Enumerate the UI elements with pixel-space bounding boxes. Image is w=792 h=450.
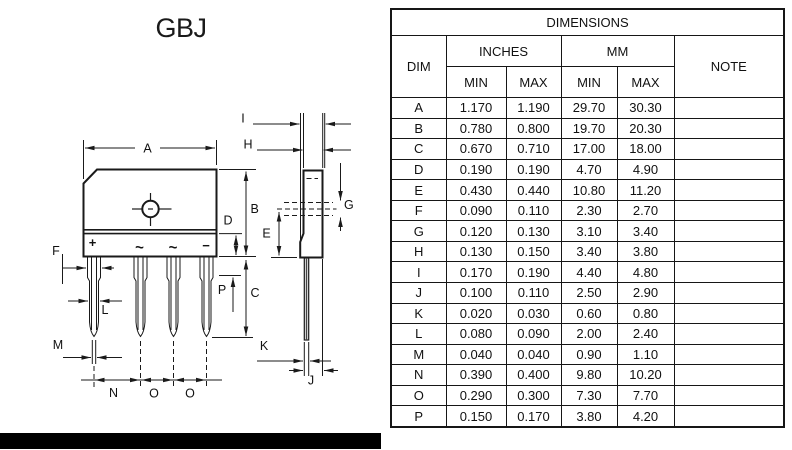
dim-label-A: A <box>143 141 152 156</box>
terminal-ac2-mark: ~ <box>168 239 178 257</box>
pin-2 <box>134 257 147 337</box>
dim-H <box>243 138 351 152</box>
package-outline-drawing <box>0 0 390 450</box>
dim-L <box>68 301 122 317</box>
table-row-M <box>391 344 784 365</box>
dim-label-D: D <box>223 213 233 228</box>
table-title: DIMENSIONS <box>391 9 784 36</box>
cell-note <box>674 241 784 262</box>
cell-note <box>674 365 784 386</box>
cell-in_min: 0.290 <box>446 385 506 406</box>
cell-dim: H <box>391 241 446 262</box>
dim-label-F: F <box>52 244 60 258</box>
dim-E <box>262 212 297 258</box>
cell-in_min: 0.430 <box>446 180 506 201</box>
cell-mm_max: 0.80 <box>617 303 674 324</box>
dim-label-G: G <box>344 198 354 212</box>
col-header-mm-max: MAX <box>617 67 674 98</box>
table-row-D <box>391 159 784 180</box>
table-row-P <box>391 406 784 427</box>
cell-mm_max: 7.70 <box>617 385 674 406</box>
cell-note <box>674 262 784 283</box>
dim-label-J: J <box>307 373 315 388</box>
cell-mm_max: 30.30 <box>617 98 674 119</box>
dim-label-P: P <box>217 283 227 297</box>
dim-K <box>257 339 331 361</box>
col-header-inches-min: MIN <box>446 67 506 98</box>
cell-mm_min: 4.70 <box>561 159 617 180</box>
cell-in_max: 0.710 <box>506 139 561 160</box>
cell-dim: K <box>391 303 446 324</box>
cell-mm_min: 3.10 <box>561 221 617 242</box>
cell-in_max: 1.190 <box>506 98 561 119</box>
col-header-inches-max: MAX <box>506 67 561 98</box>
table-row-O <box>391 385 784 406</box>
cell-note <box>674 406 784 427</box>
table-row-K <box>391 303 784 324</box>
cell-in_min: 0.100 <box>446 283 506 304</box>
pin-4 <box>200 257 213 337</box>
side-pin <box>304 258 308 340</box>
hole-projection-lines <box>277 203 337 216</box>
pin-centerlines <box>94 341 207 388</box>
cell-mm_max: 4.20 <box>617 406 674 427</box>
terminal-plus-mark: + <box>88 235 97 250</box>
dim-C <box>212 260 260 338</box>
cell-mm_min: 2.50 <box>561 283 617 304</box>
cell-in_max: 0.150 <box>506 241 561 262</box>
cell-dim: G <box>391 221 446 242</box>
dim-N-O <box>81 380 222 401</box>
dim-P <box>218 276 241 313</box>
cell-dim: A <box>391 98 446 119</box>
cell-dim: I <box>391 262 446 283</box>
cell-dim: M <box>391 344 446 365</box>
table-row-N <box>391 365 784 386</box>
cell-in_min: 0.090 <box>446 200 506 221</box>
pin-3 <box>167 257 180 337</box>
cell-in_min: 0.190 <box>446 159 506 180</box>
cell-mm_max: 3.40 <box>617 221 674 242</box>
col-header-note: NOTE <box>674 36 784 98</box>
table-row-F <box>391 200 784 221</box>
table-row-E <box>391 180 784 201</box>
col-header-inches: INCHES <box>446 36 561 67</box>
table-row-L <box>391 324 784 345</box>
cell-in_max: 0.190 <box>506 262 561 283</box>
cell-in_min: 0.150 <box>446 406 506 427</box>
cell-mm_max: 20.30 <box>617 118 674 139</box>
package-body <box>84 170 217 257</box>
cell-in_min: 0.670 <box>446 139 506 160</box>
cell-note <box>674 324 784 345</box>
cell-in_max: 0.170 <box>506 406 561 427</box>
dim-D <box>219 214 242 256</box>
cell-dim: D <box>391 159 446 180</box>
cell-dim: E <box>391 180 446 201</box>
dim-label-C: C <box>250 286 260 300</box>
cell-in_min: 0.120 <box>446 221 506 242</box>
cell-mm_max: 4.90 <box>617 159 674 180</box>
dimensions-table-body <box>391 98 784 427</box>
col-header-dim: DIM <box>391 36 446 98</box>
terminal-ac1-mark: ~ <box>135 239 144 257</box>
cell-dim: L <box>391 324 446 345</box>
cell-note <box>674 98 784 119</box>
cell-dim: C <box>391 139 446 160</box>
dim-label-E: E <box>262 226 271 241</box>
cell-in_max: 0.110 <box>506 283 561 304</box>
dim-label-O2: O <box>185 386 195 401</box>
terminal-minus-mark: − <box>202 238 210 253</box>
cell-in_max: 0.130 <box>506 221 561 242</box>
dim-I <box>241 112 351 126</box>
table-title-row <box>391 9 784 36</box>
table-row-B <box>391 118 784 139</box>
cell-dim: F <box>391 200 446 221</box>
cell-mm_min: 19.70 <box>561 118 617 139</box>
cell-mm_max: 2.90 <box>617 283 674 304</box>
cell-note <box>674 221 784 242</box>
table-row-C <box>391 139 784 160</box>
cell-mm_min: 29.70 <box>561 98 617 119</box>
dim-label-B: B <box>250 202 259 216</box>
cell-in_max: 0.040 <box>506 344 561 365</box>
cell-note <box>674 180 784 201</box>
table-row-J <box>391 283 784 304</box>
cell-dim: O <box>391 385 446 406</box>
table-row-I <box>391 262 784 283</box>
dim-label-N: N <box>108 386 119 400</box>
cell-in_min: 0.020 <box>446 303 506 324</box>
front-view <box>52 137 260 401</box>
cell-mm_max: 10.20 <box>617 365 674 386</box>
cell-mm_min: 3.80 <box>561 406 617 427</box>
dim-A <box>84 140 217 179</box>
col-header-mm-min: MIN <box>561 67 617 98</box>
cell-in_max: 0.030 <box>506 303 561 324</box>
cell-mm_max: 18.00 <box>617 139 674 160</box>
table-row-H <box>391 241 784 262</box>
cell-mm_min: 7.30 <box>561 385 617 406</box>
dim-G <box>341 163 354 231</box>
cell-mm_min: 3.40 <box>561 241 617 262</box>
cell-dim: P <box>391 406 446 427</box>
page-title: GBJ <box>155 13 207 43</box>
cell-mm_min: 9.80 <box>561 365 617 386</box>
cell-in_max: 0.400 <box>506 365 561 386</box>
cell-mm_max: 2.40 <box>617 324 674 345</box>
dimensions-table-head <box>391 9 784 98</box>
pin-1 <box>88 257 101 337</box>
cell-note <box>674 303 784 324</box>
side-view <box>241 112 353 388</box>
cell-in_max: 0.190 <box>506 159 561 180</box>
dim-label-K: K <box>259 339 269 353</box>
cell-mm_min: 2.30 <box>561 200 617 221</box>
cell-mm_max: 11.20 <box>617 180 674 201</box>
cell-in_min: 0.780 <box>446 118 506 139</box>
cell-in_min: 1.170 <box>446 98 506 119</box>
cell-mm_max: 3.80 <box>617 241 674 262</box>
cell-note <box>674 385 784 406</box>
dim-label-H: H <box>243 137 253 152</box>
cell-dim: J <box>391 283 446 304</box>
dim-label-O1: O <box>149 386 159 401</box>
side-body <box>300 171 322 258</box>
cell-note <box>674 118 784 139</box>
cell-note <box>674 344 784 365</box>
col-header-mm: MM <box>561 36 674 67</box>
cell-in_min: 0.040 <box>446 344 506 365</box>
cell-note <box>674 139 784 160</box>
cell-in_min: 0.080 <box>446 324 506 345</box>
cell-in_max: 0.300 <box>506 385 561 406</box>
cell-in_min: 0.390 <box>446 365 506 386</box>
cell-in_max: 0.440 <box>506 180 561 201</box>
cell-in_max: 0.800 <box>506 118 561 139</box>
dim-label-L: L <box>101 303 109 317</box>
cell-in_min: 0.130 <box>446 241 506 262</box>
table-header-row-1 <box>391 36 784 67</box>
mounting-hole <box>132 193 172 226</box>
footer-redaction-bar <box>0 433 381 449</box>
cell-mm_min: 10.80 <box>561 180 617 201</box>
dim-M <box>53 338 122 364</box>
cell-mm_min: 17.00 <box>561 139 617 160</box>
cell-mm_min: 4.40 <box>561 262 617 283</box>
cell-mm_max: 2.70 <box>617 200 674 221</box>
cell-note <box>674 200 784 221</box>
cell-dim: B <box>391 118 446 139</box>
dim-label-M: M <box>52 338 64 352</box>
dimensions-table <box>390 8 785 428</box>
cell-mm_max: 4.80 <box>617 262 674 283</box>
cell-mm_max: 1.10 <box>617 344 674 365</box>
cell-in_max: 0.090 <box>506 324 561 345</box>
cell-mm_min: 0.90 <box>561 344 617 365</box>
table-row-A <box>391 98 784 119</box>
cell-mm_min: 0.60 <box>561 303 617 324</box>
table-row-G <box>391 221 784 242</box>
cell-note <box>674 159 784 180</box>
dim-label-I: I <box>241 111 245 126</box>
dim-J <box>289 371 338 388</box>
cell-dim: N <box>391 365 446 386</box>
cell-in_max: 0.110 <box>506 200 561 221</box>
cell-note <box>674 283 784 304</box>
cell-mm_min: 2.00 <box>561 324 617 345</box>
cell-in_min: 0.170 <box>446 262 506 283</box>
